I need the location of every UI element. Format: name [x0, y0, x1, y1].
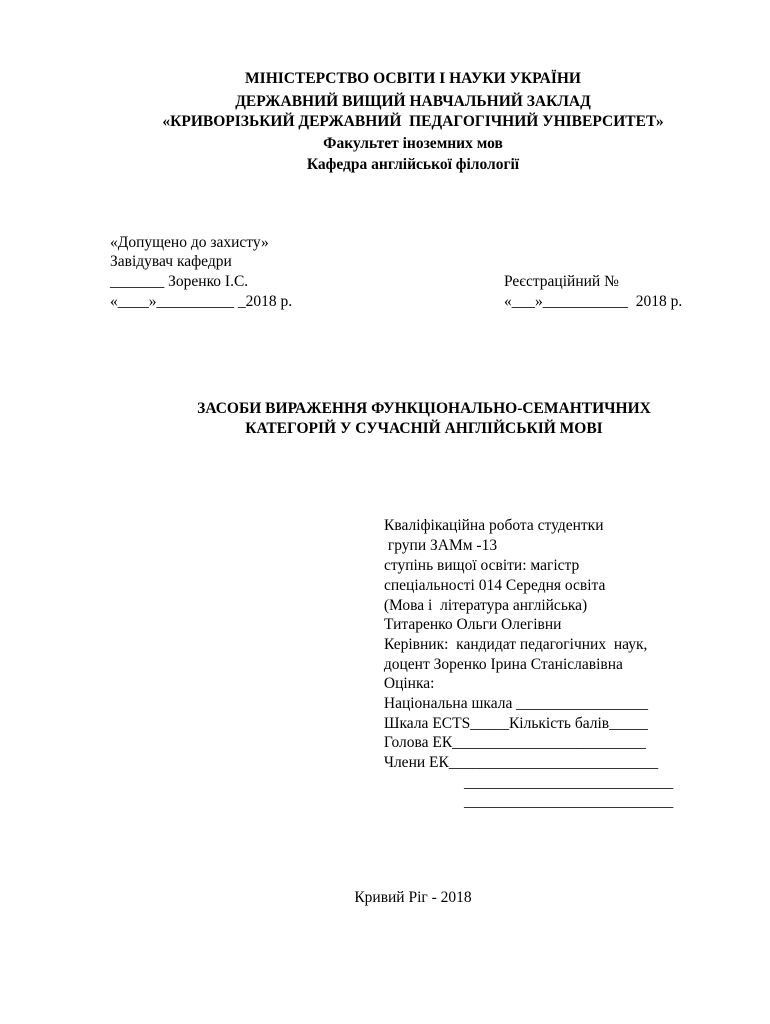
admitted-to-defense: «Допущено до захисту»	[110, 234, 269, 251]
thesis-title-line-1: ЗАСОБИ ВИРАЖЕННЯ ФУНКЦІОНАЛЬНО-СЕМАНТИЧНИХ	[197, 400, 651, 417]
info-members-blank-2: ___________________________	[464, 793, 674, 810]
info-degree: ступінь вищої освіти: магістр	[384, 557, 580, 574]
institution-type-line: ДЕРЖАВНИЙ ВИЩИЙ НАВЧАЛЬНИЙ ЗАКЛАД	[235, 93, 591, 110]
info-supervisor-name: доцент Зоренко Ірина Станіславівна	[380, 656, 623, 673]
ministry-line: МІНІСТЕРСТВО ОСВІТИ І НАУКИ УКРАЇНИ	[245, 70, 581, 87]
info-national-scale: Національна шкала _________________	[380, 695, 648, 712]
info-student-name: Титаренко Ольги Олегівни	[384, 616, 562, 633]
thesis-title-line-2: КАТЕГОРІЙ У СУЧАСНІЙ АНГЛІЙСЬКІЙ МОВІ	[245, 420, 603, 437]
registration-date-line: «___»___________ 2018 р.	[504, 293, 683, 310]
info-group: групи ЗАМм -13	[384, 537, 498, 554]
info-members-blank-1: ___________________________	[464, 774, 674, 791]
info-commission-members: Члени ЕК___________________________	[380, 754, 659, 771]
city-year: Кривий Ріг - 2018	[354, 889, 472, 906]
department-line: Кафедра англійської філології	[306, 156, 520, 173]
info-ects-scale: Шкала ECTS_____Кількість балів_____	[380, 715, 648, 732]
info-specialty: спеціальності 014 Середня освіта	[384, 577, 606, 594]
registration-number-label: Реєстраційний №	[504, 273, 619, 290]
university-name-line: «КРИВОРІЗЬКИЙ ДЕРЖАВНИЙ ПЕДАГОГІЧНИЙ УНІВЕРСИТЕТ»	[162, 113, 664, 130]
info-commission-head: Голова ЕК_________________________	[380, 734, 646, 751]
approval-date-line: «____»__________ _2018 р.	[110, 293, 293, 310]
head-signature-line: _______ Зоренко І.С.	[110, 273, 249, 290]
department-head-label: Завідувач кафедри	[110, 253, 232, 270]
info-qualification-work: Кваліфікаційна робота студентки	[384, 517, 604, 534]
info-supervisor: Керівник: кандидат педагогічних наук,	[384, 636, 648, 653]
faculty-line: Факультет іноземних мов	[323, 135, 503, 152]
info-specialization: (Мова і література англійська)	[380, 597, 588, 614]
info-grade-label: Оцінка:	[380, 675, 435, 692]
